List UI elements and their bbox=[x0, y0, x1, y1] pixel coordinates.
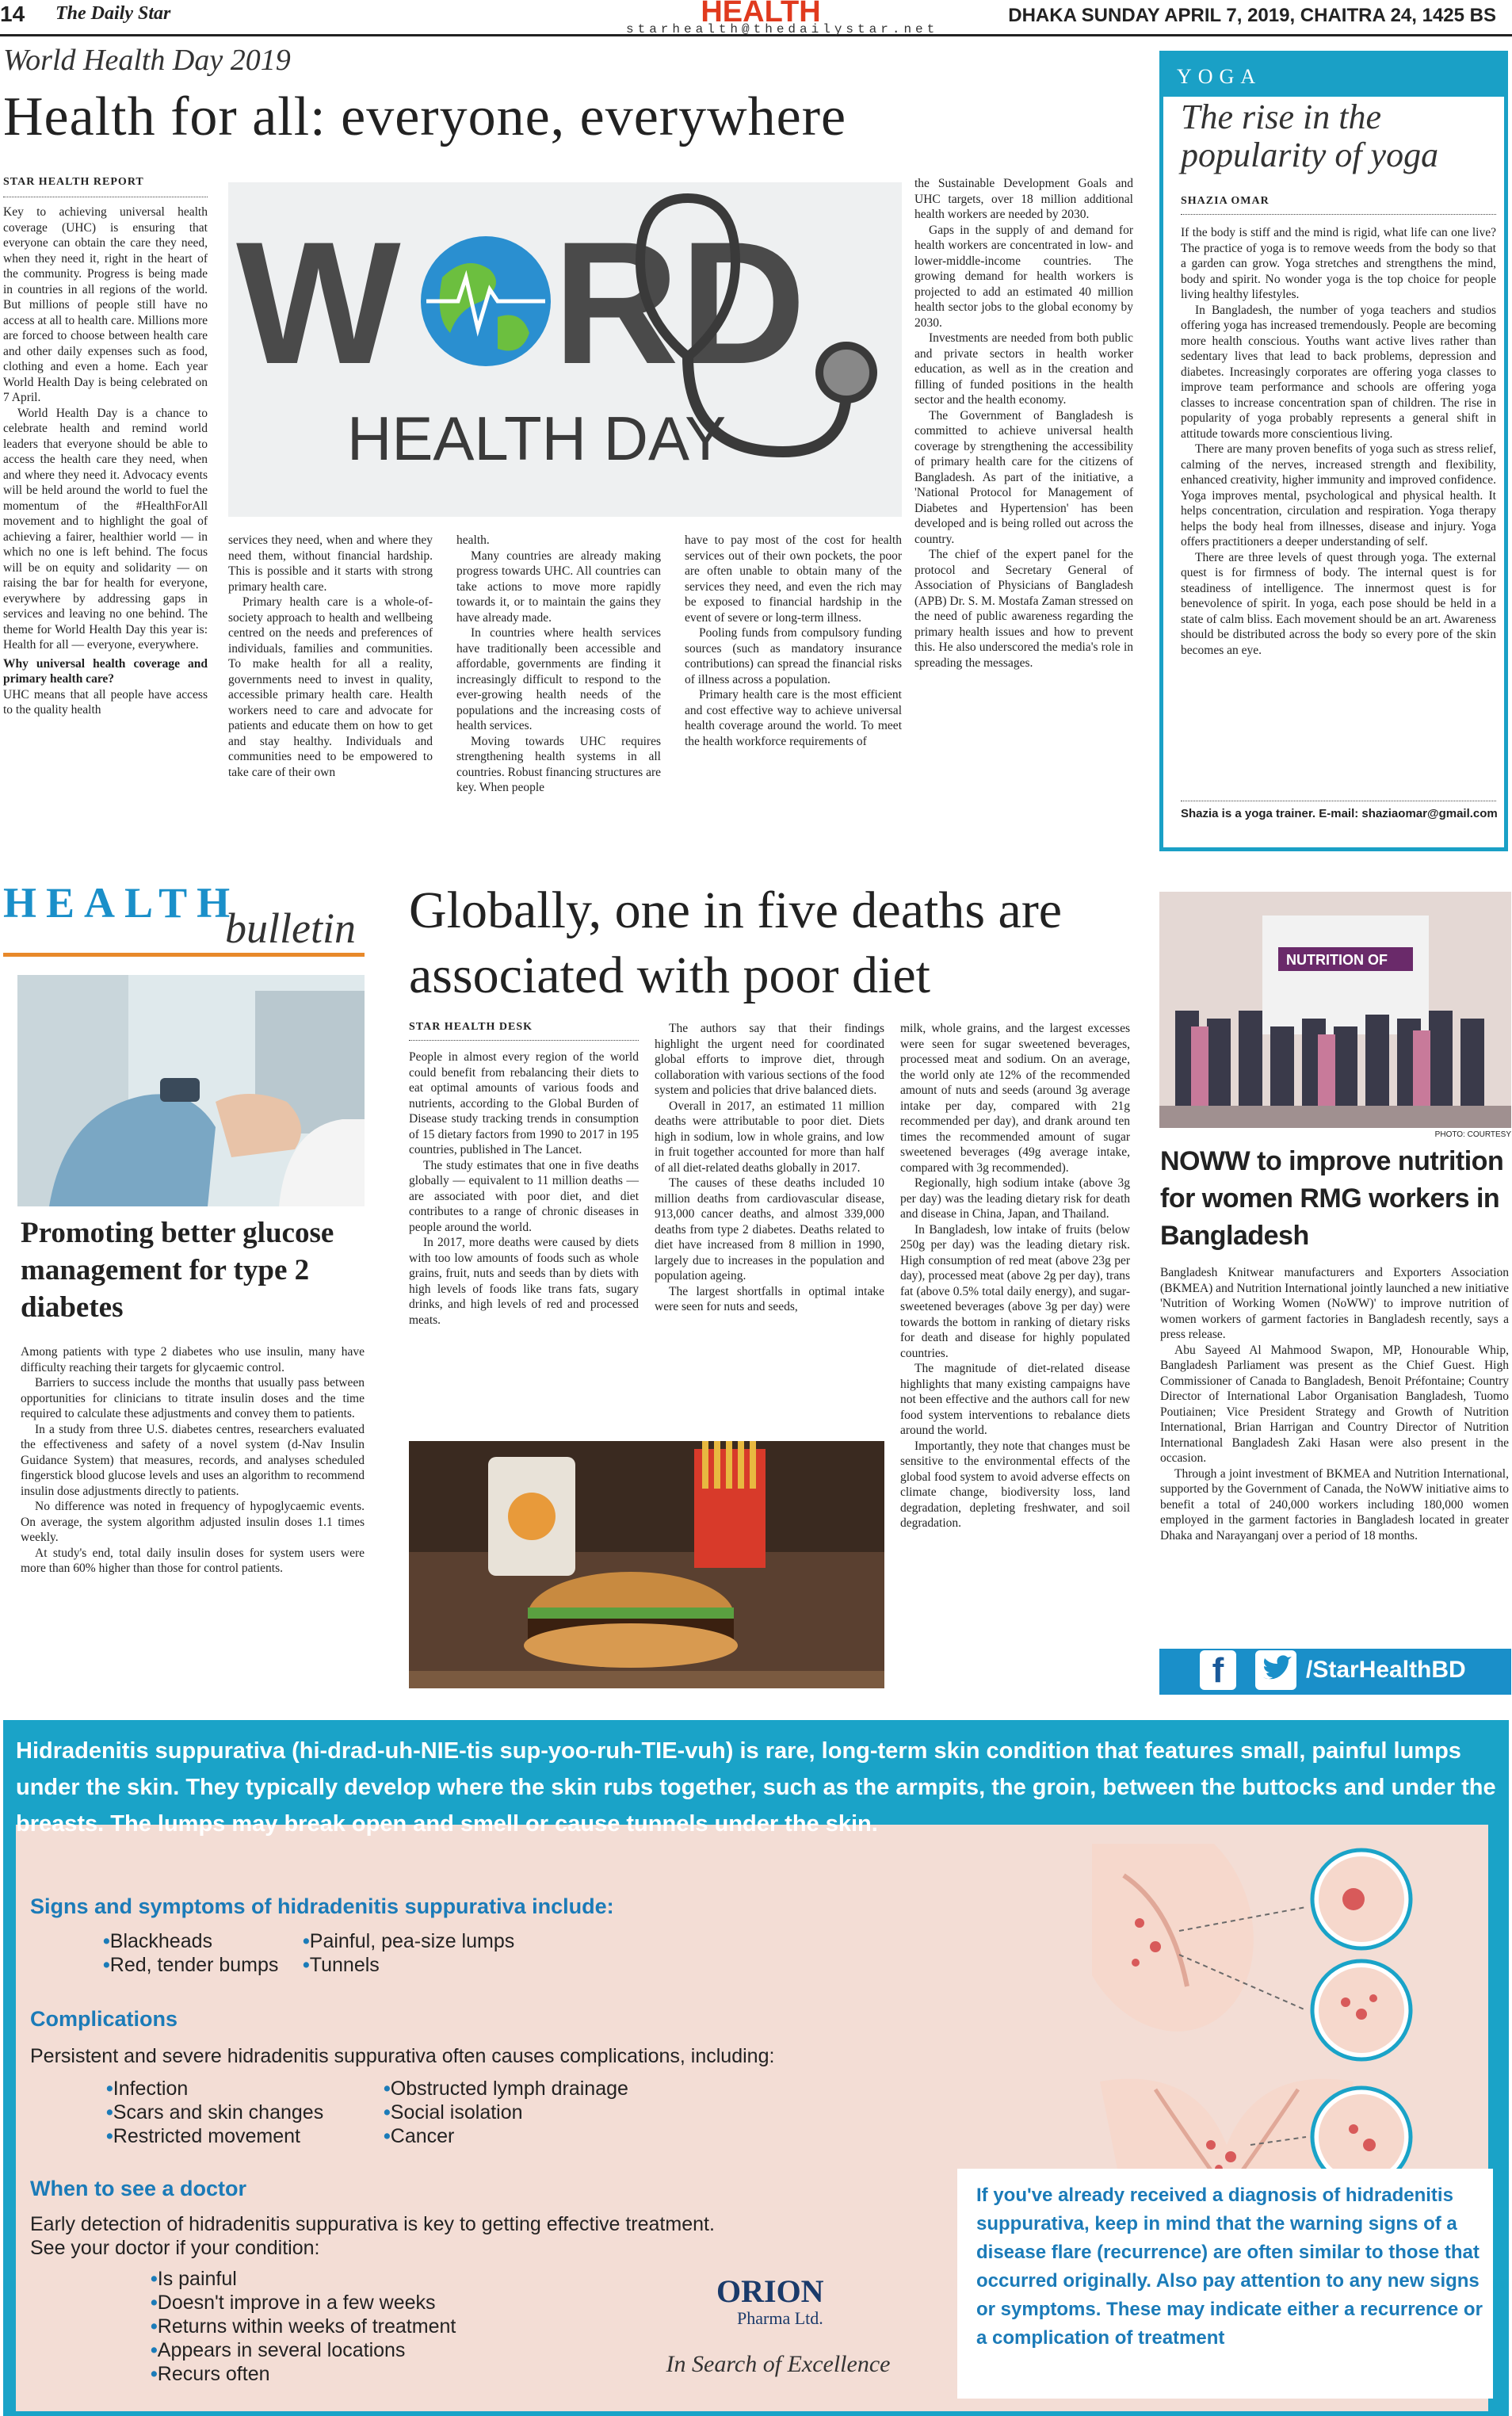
yoga-label: YOGA bbox=[1177, 65, 1262, 88]
bulletin-health-word: HEALTH bbox=[3, 879, 240, 927]
photo-credit: PHOTO: COURTESY bbox=[1434, 1130, 1511, 1139]
main-col-3 bbox=[456, 533, 661, 796]
svg-text:W: W bbox=[236, 205, 401, 400]
signs-right-list bbox=[303, 1929, 514, 1977]
page-number: 14 bbox=[0, 2, 25, 26]
main-col-1 bbox=[3, 205, 208, 718]
diet-col1-p2: The study estimates that one in five deaths globally — equivalent to 11 million deaths — are associated with poor diet, and diet contributes to a range of chronic diseases in people around the world. bbox=[409, 1158, 639, 1234]
fast-food-photo bbox=[409, 1441, 884, 1688]
diet-col2-p3: The causes of these deaths included 10 million deaths from cardiovascular disease, 913,000 cancer deaths, and almost 339,000 deaths from type 2 diabetes. Deaths related to diet have increased from 8 million in 1990, largely due to increases in the population and population ageing. bbox=[655, 1176, 884, 1283]
orion-sub: Pharma Ltd. bbox=[737, 2308, 823, 2328]
affected-areas-illustration bbox=[1092, 1844, 1488, 2200]
doctor-item: • Doesn't improve in a few weeks bbox=[151, 2291, 456, 2315]
main-col2-p1: services they need, when and where they need them, without financial hardship. This is possible and it starts with strong primary health care. bbox=[228, 533, 433, 594]
doctor-item: • Returns within weeks of treatment bbox=[151, 2315, 456, 2338]
main-col4-p1: have to pay most of the cost for health services out of their own pockets, the poor are often unable to obtain many of the services they need, and even the rich may be exposed to financial hardship in the event of severe or long-term illness. bbox=[685, 533, 902, 625]
main-col5-p4: The Government of Bangladesh is committed to achieve universal health coverage by strengthening the accessibility of primary health care for the citizens of Bangladesh. As part of the initiative, a 'National Protocol for Management of Diabetes and Hypertension' has been developed and is being rolled out across the country. bbox=[914, 408, 1133, 546]
main-col2-p2: Primary health care is a whole-of-society approach to health and wellbeing centred on the needs and preferences of individuals, families and communities. To make health for all a reality, governments need to invest in quality, accessible primary health care. Health workers need to care and advocate for patients and educate them on how to get and stay healthy. Individuals and communities need to be empowered to take care of their own bbox=[228, 595, 433, 779]
complications-left-list bbox=[106, 2077, 323, 2148]
doctor-item: • Recurs often bbox=[151, 2362, 456, 2386]
diet-col-3 bbox=[900, 1021, 1130, 1531]
main-col-5 bbox=[914, 176, 1133, 671]
main-col5-p3: Investments are needed from both public and private sectors in health worker education, as well as in the creation and filling of funded positions in the health sector and the health economy. bbox=[914, 331, 1133, 407]
main-col3-p2: Many countries are already making progress towards UHC. All countries can take actions to move more rapidly towards it, or to maintain the gains they have already made. bbox=[456, 549, 661, 625]
social-handle[interactable]: /StarHealthBD bbox=[1306, 1657, 1466, 1683]
main-headline: Health for all: everyone, everywhere bbox=[3, 86, 847, 147]
complication-item: • Infection bbox=[106, 2077, 323, 2101]
complication-item: • Social isolation bbox=[384, 2101, 628, 2124]
bulletin-rule bbox=[3, 953, 365, 957]
bulletin-p3: In a study from three U.S. diabetes centres, researchers evaluated the effectiveness and safety of a novel system (d-Nav Insulin Guidance System) that measures, records, and analyses scheduled fingerstick blood glucose levels and uses an algorithm to recommend insulin dose adjustments directly to patients. bbox=[21, 1422, 365, 1498]
signs-heading: Signs and symptoms of hidradenitis suppurativa include: bbox=[30, 1894, 614, 1918]
main-col3-p1: health. bbox=[456, 533, 490, 547]
complication-item: • Restricted movement bbox=[106, 2124, 323, 2148]
diet-col3-p5: Importantly, they note that changes must be sensitive to the environmental effects of the global food system to avoid adverse effects on climate change, biodiversity loss, land degradation, depleting freshwater, and soil degradation. bbox=[900, 1439, 1130, 1530]
yoga-p3: There are many proven benefits of yoga such as stress relief, calming of the nerves, increased strength and flexibility, enhanced creativity, higher immunity and improved confidence. Yoga improves mental, psychological and physical health. It helps concentration, circulation and respiration. Yoga therapy helps the body heal from illnesses, disease and injury. Yoga offers practitioners a deeper understanding of self. bbox=[1181, 442, 1496, 549]
newspaper-brand: The Daily Star bbox=[55, 3, 171, 24]
complications-right-list bbox=[384, 2077, 628, 2148]
svg-text:R: R bbox=[553, 205, 679, 400]
diet-col3-p4: The magnitude of diet-related disease highlights that many existing campaigns have not been effective and the authors call for new food system interventions to rebalance diets around the world. bbox=[900, 1362, 1130, 1437]
sign-item: • Red, tender bumps bbox=[103, 1953, 278, 1977]
main-col4-p3: Primary health care is the most efficient and cost effective way to achieve universal health coverage around the world. To meet the health workforce requirements of bbox=[685, 688, 902, 748]
orion-logo bbox=[713, 2267, 872, 2328]
world-health-day-image bbox=[228, 182, 902, 517]
panel-intro: Hidradenitis suppurativa (hi-drad-uh-NIE-tis sup-yoo-ruh-TIE-vuh) is rare, long-term skin condition that features small, painful lumps under the skin. They typically develop where the skin rubs together, such as the armpits, the groin, between the buttocks and under the breasts. The lumps may break open and smell or cause tunnels under the skin. bbox=[16, 1738, 1496, 1837]
bulletin-title: Promoting better glucose management for type 2 diabetes bbox=[21, 1217, 334, 1324]
bulletin-body bbox=[21, 1344, 365, 1577]
noww-banner-text: NUTRITION OF bbox=[1286, 952, 1388, 968]
diet-byline: STAR HEALTH DESK bbox=[409, 1021, 533, 1033]
health-day-caption: HEALTH DAY bbox=[347, 403, 727, 473]
diet-rule bbox=[409, 1040, 639, 1041]
noww-title: NOWW to improve nutrition for women RMG workers in Bangladesh bbox=[1160, 1146, 1504, 1251]
main-col1-subhead: Why universal health coverage and primary health care? bbox=[3, 656, 208, 686]
yoga-p2: In Bangladesh, the number of yoga teachers and studios offering yoga has increased tremendously. People are becoming more health conscious. Youths want active lives rather than sedentary lives that lead to back problems, depression and diabetes. Increasingly corporates are offering yoga classes to improve team performance and schools are offering yoga classes to increase concentration span of children. The rise in popularity of yoga probably represents a general shift in attitude towards more conscientious living. bbox=[1181, 303, 1496, 441]
yoga-footer: Shazia is a yoga trainer. E-mail: shaziaomar@gmail.com bbox=[1181, 807, 1498, 820]
noww-event-photo bbox=[1159, 892, 1511, 1128]
diet-col1-p3: In 2017, more deaths were caused by diets with too low amounts of foods such as whole grains, fruit, nuts and seeds than by diets with high levels of foods like trans fats, sugary drinks, and high levels of red and processed meats. bbox=[409, 1236, 639, 1327]
main-col1-p2: World Health Day is a chance to celebrate health and remind world leaders that everyone should be able to access the health care they need, when and where they need it. Advocacy events will be held around the world to fuel the momentum of the #HealthForAll movement and to highlight the goal of achieving a fairer, healthier world — in which no one is left behind. The focus will be on equity and solidarity — on raising the bar for health for everyone, everywhere by addressing gaps in services and leaving no one behind. The theme for World Health Day this year is: Health for all — everyone, everywhere. bbox=[3, 406, 208, 652]
orion-tagline: In Search of Excellence bbox=[666, 2351, 891, 2377]
svg-text:D: D bbox=[680, 205, 806, 400]
glucose-photo bbox=[17, 975, 365, 1206]
yoga-byline: SHAZIA OMAR bbox=[1181, 195, 1270, 207]
main-col3-p3: In countries where health services have traditionally been accessible and affordable, governments are finding it increasingly difficult to respond to the ever-growing health needs of the populations and the increasing costs of health services. bbox=[456, 626, 661, 732]
fast-food-illustration bbox=[409, 1441, 884, 1688]
bulletin-p2: Barriers to success include the months that usually pass between opportunities for clinicians to titrate insulin doses and the time required to calculate these adjustments and convey them to patients. bbox=[21, 1376, 365, 1420]
bulletin-p5: At study's end, total daily insulin doses for system users were more than 60% higher than those for control patients. bbox=[21, 1546, 365, 1575]
section-name: HEALTH bbox=[701, 0, 821, 29]
diet-col2-p2: Overall in 2017, an estimated 11 million deaths were attributable to poor diet. Diets high in sodium, low in whole grains, and low in fruit together accounted for more than half of all diet-related deaths globally in 2017. bbox=[655, 1099, 884, 1175]
bulletin-p4: No difference was noted in frequency of hypoglycaemic events. On average, the system algorithm adjusted insulin doses 1.1 times weekly. bbox=[21, 1500, 365, 1544]
diet-col3-p3: In Bangladesh, low intake of fruits (below 250g per day) was the leading dietary risk. High consumption of red meat (above 23g per day), processed meat (above 2g per day), trans fat (above 0.5% total daily energy), and sugar-sweetened beverages (above 3g per day) were towards the bottom in ranking of dietary risks for death and disease for highly populated countries. bbox=[900, 1222, 1130, 1360]
diet-headline: Globally, one in five deaths are associated with poor diet bbox=[409, 881, 1063, 1004]
diet-col2-p1: The authors say that their findings highlight the urgent need for coordinated global efforts to improve diet, through collaboration with various sections of the food system and policies that drive balanced diets. bbox=[655, 1022, 884, 1097]
diet-col1-p1: People in almost every region of the world could benefit from rebalancing their diets to eat optimal amounts of various foods and nutrients, according to the Global Burden of Disease study tracking trends in consumption of 15 dietary factors from 1990 to 2017 in 195 countries, published in The Lancet. bbox=[409, 1050, 639, 1156]
main-col5-p2: Gaps in the supply of and demand for health workers are concentrated in low- and lower-middle-income countries. The growing demand for health workers is projected to add an estimated 40 million health sector jobs to the global economy by 2030. bbox=[914, 223, 1133, 330]
glucose-illustration bbox=[17, 975, 365, 1206]
yoga-rule bbox=[1181, 214, 1496, 215]
noww-p2: Abu Sayeed Al Mahmood Swapon, MP, Honourable Whip, Bangladesh Parliament was present as the Chief Guest. High Commissioner of Canada to Bangladesh, Benoit Préfontaine; Country Director of International Labor Organisation Bangladesh, Tuomo Poutiainen; Vice President Strategy and Growth of Nutrition International, Brian Harrigan and Country Director of Nutrition International Bangladesh Zaki Hasan were also present in the occasion. bbox=[1160, 1343, 1509, 1465]
main-col-2 bbox=[228, 533, 433, 780]
main-col5-p1: the Sustainable Development Goals and UHC targets, over 18 million additional health workers are needed by 2030. bbox=[914, 177, 1133, 221]
doctor-list bbox=[151, 2267, 456, 2386]
main-col1-tail: UHC means that all people have access to the quality health bbox=[3, 687, 208, 717]
diet-col3-p2: Regionally, high sodium intake (above 3g per day) was the leading dietary risk for death and disease in China, Japan, and Thailand. bbox=[900, 1176, 1130, 1221]
noww-body bbox=[1160, 1265, 1509, 1543]
twitter-icon[interactable] bbox=[1255, 1650, 1296, 1690]
main-byline: STAR HEALTH REPORT bbox=[3, 176, 144, 188]
sign-item: • Blackheads bbox=[103, 1929, 278, 1953]
diet-col2-p4: The largest shortfalls in optimal intake were seen for nuts and seeds, bbox=[655, 1284, 884, 1313]
complication-item: • Cancer bbox=[384, 2124, 628, 2148]
sign-item: • Tunnels bbox=[303, 1953, 514, 1977]
dateline: DHAKA SUNDAY APRIL 7, 2019, CHAITRA 24, 1425 BS bbox=[1008, 5, 1496, 26]
doctor-text-1: Early detection of hidradenitis suppurativa is key to getting effective treatment. bbox=[30, 2213, 715, 2235]
bulletin-p1: Among patients with type 2 diabetes who use insulin, many have difficulty reaching their targets for glycaemic control. bbox=[21, 1345, 365, 1374]
doctor-heading: When to see a doctor bbox=[30, 2177, 247, 2200]
recurrence-note: If you've already received a diagnosis of hidradenitis suppurativa, keep in mind that the warning signs of a disease flare (recurrence) are often similar to those that occurred originally. Also pay attention to any new signs or symptoms. These may indicate either a recurrence or a complication of treatment bbox=[976, 2185, 1483, 2349]
doctor-item: • Is painful bbox=[151, 2267, 456, 2291]
main-kicker: World Health Day 2019 bbox=[3, 44, 291, 77]
yoga-title: The rise in the popularity of yoga bbox=[1181, 97, 1439, 174]
complication-item: • Scars and skin changes bbox=[106, 2101, 323, 2124]
main-col-4 bbox=[685, 533, 902, 749]
world-health-day-logo bbox=[228, 182, 902, 517]
sign-item: • Painful, pea-size lumps bbox=[303, 1929, 514, 1953]
main-col4-p2: Pooling funds from compulsory funding sources (such as mandatory insurance contributions) can spread the financial risks of illness across a population. bbox=[685, 626, 902, 686]
main-col5-p5: The chief of the expert panel for the protocol and Secretary General of Association of Physicians of Bangladesh (APB) Dr. S. M. Mostafa Zaman stressed on the need of public awareness regarding the primary health issues and how to prevent this. He also underscored the media's role in spreading the messages. bbox=[914, 548, 1133, 670]
diet-col-2 bbox=[655, 1021, 884, 1315]
doctor-text-2: See your doctor if your condition: bbox=[30, 2237, 320, 2259]
yoga-body bbox=[1181, 225, 1496, 658]
bulletin-word: bulletin bbox=[225, 904, 356, 952]
yoga-p1: If the body is stiff and the mind is rigid, what life can one live? The practice of yoga is to remove weeds from the body so that a garden can grow. Yoga stretches and strengthens the mind, body and spirit. No wonder yoga is the top choice for people living healthy lifestyles. bbox=[1181, 226, 1496, 301]
noww-illustration bbox=[1159, 892, 1511, 1128]
diet-col3-p1: milk, whole grains, and the largest excesses were seen for sugar sweetened beverages, processed meat and sodium. On an average, the world only ate 12% of the recommended amount of nuts and seeds (around 3g average intake per day, compared with 21g recommended per day), and drank around ten times the recommended amount of sugar sweetened beverages (49g average intake, compared with 3g recommended). bbox=[900, 1022, 1130, 1175]
complications-heading: Complications bbox=[30, 2007, 178, 2031]
diet-col-1 bbox=[409, 1049, 639, 1328]
section-email[interactable]: starhealth@thedailystar.net bbox=[626, 22, 939, 36]
complication-item: • Obstructed lymph drainage bbox=[384, 2077, 628, 2101]
complications-text: Persistent and severe hidradenitis suppurativa often causes complications, including: bbox=[30, 2045, 775, 2067]
noww-p1: Bangladesh Knitwear manufacturers and Exporters Association (BKMEA) and Nutrition International jointly launched a new initiative 'Nutrition of Working Women (NoWW)' to improve nutrition of women workers of garment factories in Bangladesh recently, says a press release. bbox=[1160, 1266, 1509, 1341]
main-col1-p1: Key to achieving universal health coverage (UHC) is ensuring that everyone can obtain the care they need, when they need it, right in the heart of the community. Progress is being made in countries in all regions of the world. But millions of people still have no access at all to health care. Millions more are forced to choose between health care and other daily expenses such as food, clothing and even a home. Each year World Health Day is being celebrated on 7 April. bbox=[3, 205, 208, 404]
facebook-icon[interactable]: f bbox=[1200, 1650, 1236, 1690]
signs-left-list bbox=[103, 1929, 278, 1977]
yoga-p4: There are three levels of quest through yoga. The external quest is for firmness of body. The internal quest is for steadiness of intelligence. The innermost quest is for benevolence of spirit. In yoga, each pose should be held in a state of calm bliss. Each movement should be an art. Awareness should be distributed across the body so every pore of the skin becomes an eye. bbox=[1181, 550, 1496, 657]
noww-p3: Through a joint investment of BKMEA and Nutrition International, supported by the Government of Canada, the NoWW initiative aims to benefit a total of 240,000 workers including 180,000 women employed in the garment factories in Bangladesh located in greater Dhaka and Narayanganj over a period of 18 months. bbox=[1160, 1466, 1509, 1542]
doctor-item: • Appears in several locations bbox=[151, 2338, 456, 2362]
orion-name: ORION bbox=[716, 2273, 824, 2309]
main-col3-p4: Moving towards UHC requires strengthening health systems in all countries. Robust financing structures are key. When people bbox=[456, 734, 661, 794]
